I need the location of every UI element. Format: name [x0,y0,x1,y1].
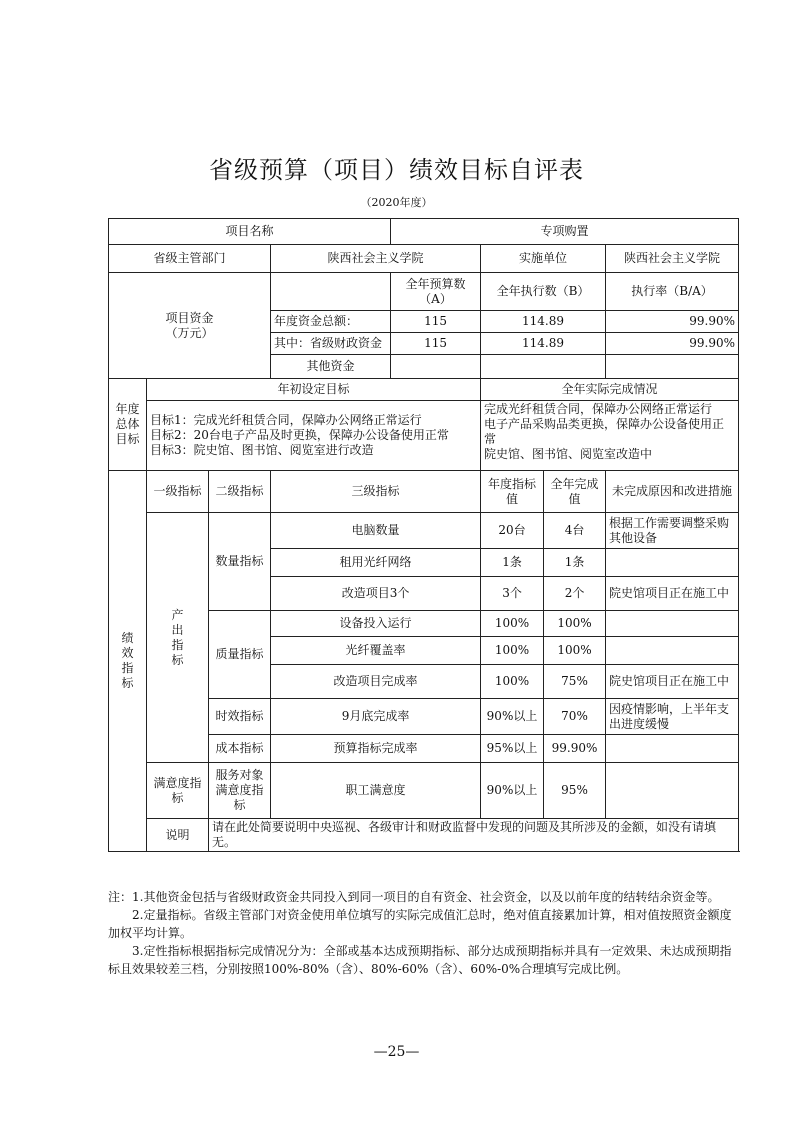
indicator-actual: 4台 [544,513,606,549]
funds-h-budget: 全年预算数（A） [391,273,481,311]
indicator-actual: 2个 [544,577,606,611]
funds-row-budget: 115 [391,333,481,355]
indicator-actual: 99.90% [544,735,606,763]
indicator-name: 光纤覆盖率 [271,637,481,665]
indicator-actual: 95% [544,763,606,819]
indicator-reason [606,637,739,665]
cost-indicator-label: 成本指标 [209,735,271,763]
explain-text: 请在此处简要说明中央巡视、各级审计和财政监督中发现的问题及其所涉及的金额，如没有请填无。 [209,819,739,852]
goals-actual-text: 完成光纤租赁合同，保障办公网络正常运行 电子产品采购品类更换，保障办公设备使用正常 院史馆、图书馆、阅览室改造中 [481,401,739,471]
indicator-target: 100% [481,665,544,699]
indicator-row [109,513,739,549]
dept-row [109,245,739,273]
funds-row-rate [606,355,739,379]
indicator-reason [606,611,739,637]
funds-row-exec: 114.89 [481,333,606,355]
indicator-name: 职工满意度 [271,763,481,819]
ind-h-reason: 未完成原因和改进措施 [606,471,739,513]
goals-h-actual: 全年实际完成情况 [481,379,739,401]
page-number: —25— [373,1044,420,1060]
indicator-reason [606,735,739,763]
indicator-header-row [109,471,739,513]
dept-value: 陕西社会主义学院 [271,245,481,273]
project-name-label: 项目名称 [109,219,391,245]
indicator-name: 9月底完成率 [271,699,481,735]
indicator-actual: 1条 [544,549,606,577]
indicator-name: 预算指标完成率 [271,735,481,763]
funds-row-label: 年度资金总额： [271,311,391,333]
ind-h-target: 年度指标值 [481,471,544,513]
indicator-target: 100% [481,611,544,637]
funds-row-budget: 115 [391,311,481,333]
indicator-target: 90%以上 [481,699,544,735]
indicator-name: 改造项目3个 [271,577,481,611]
report-year: （2020年度） [360,196,433,209]
footnote: 2.定量指标。省级主管部门对资金使用单位填写的实际完成值汇总时，绝对值直接累加计算，相对值按照资金额度加权平均计算。 [108,908,732,940]
goals-header-row [109,379,739,401]
funds-blank [271,273,391,311]
explain-row [109,819,739,852]
indicator-name: 租用光纤网络 [271,549,481,577]
funds-row-rate: 99.90% [606,311,739,333]
indicator-target: 95%以上 [481,735,544,763]
indicator-name: 电脑数量 [271,513,481,549]
indicator-reason: 根据工作需要调整采购其他设备 [606,513,739,549]
impl-label: 实施单位 [481,245,606,273]
page-title: 省级预算（项目）绩效目标自评表 [209,156,584,184]
satisfaction-l2-label: 服务对象满意度指标 [209,763,271,819]
indicator-target: 1条 [481,549,544,577]
indicator-target: 3个 [481,577,544,611]
explain-label: 说明 [147,819,209,852]
project-name-row [109,219,739,245]
indicator-actual: 100% [544,611,606,637]
indicator-name: 设备投入运行 [271,611,481,637]
indicator-reason [606,763,739,819]
funds-row-label: 其他资金 [271,355,391,379]
output-indicator-label: 产出指标 [147,513,209,763]
indicator-actual: 70% [544,699,606,735]
funds-row-budget [391,355,481,379]
indicator-reason: 因疫情影响，上半年支出进度缓慢 [606,699,739,735]
qty-indicator-label: 数量指标 [209,513,271,611]
indicator-target: 90%以上 [481,763,544,819]
project-name-value: 专项购置 [391,219,739,245]
indicator-name: 改造项目完成率 [271,665,481,699]
quality-indicator-label: 质量指标 [209,611,271,699]
footnote: 3.定性指标根据指标完成情况分为：全部或基本达成预期指标、部分达成预期指标并具有一定效果、未达成预期指标且效果较差三档，分别按照100%-80%（含）、80%-60%（含）、60%-0%合理填写完成比例。 [108,944,732,976]
indicator-target: 100% [481,637,544,665]
funds-row-rate: 99.90% [606,333,739,355]
indicator-row [109,763,739,819]
dept-label: 省级主管部门 [109,245,271,273]
satisfaction-l1-label: 满意度指标 [147,763,209,819]
indicator-reason: 院史馆项目正在施工中 [606,665,739,699]
funds-row-label: 其中：省级财政资金 [271,333,391,355]
funds-row-exec [481,355,606,379]
impl-value: 陕西社会主义学院 [606,245,739,273]
ind-h1: 一级指标 [147,471,209,513]
ind-h3: 三级指标 [271,471,481,513]
indicator-reason [606,549,739,577]
indicator-target: 20台 [481,513,544,549]
funds-label: 项目资金 （万元） [109,273,271,379]
evaluation-table [108,218,739,852]
funds-h-rate: 执行率（B/A） [606,273,739,311]
goals-set-text: 目标1：完成光纤租赁合同，保障办公网络正常运行 目标2：20台电子产品及时更换，保障办公设备使用正常 目标3：院史馆、图书馆、阅览室进行改造 [147,401,481,471]
indicator-actual: 75% [544,665,606,699]
time-indicator-label: 时效指标 [209,699,271,735]
funds-header-row [109,273,739,311]
ind-h2: 二级指标 [209,471,271,513]
footnote: 注：1.其他资金包括与省级财政资金共同投入到同一项目的自有资金、社会资金，以及以前年度的结转结余资金等。 [108,890,720,904]
indicator-reason: 院史馆项目正在施工中 [606,577,739,611]
footnotes [108,888,738,978]
funds-h-exec: 全年执行数（B） [481,273,606,311]
ind-h-actual: 全年完成值 [544,471,606,513]
indicator-actual: 100% [544,637,606,665]
goals-h-set: 年初设定目标 [147,379,481,401]
indicators-label: 绩效指标 [109,471,147,852]
funds-row-exec: 114.89 [481,311,606,333]
goals-label: 年度总体目标 [109,379,147,471]
goals-content-row [109,401,739,471]
